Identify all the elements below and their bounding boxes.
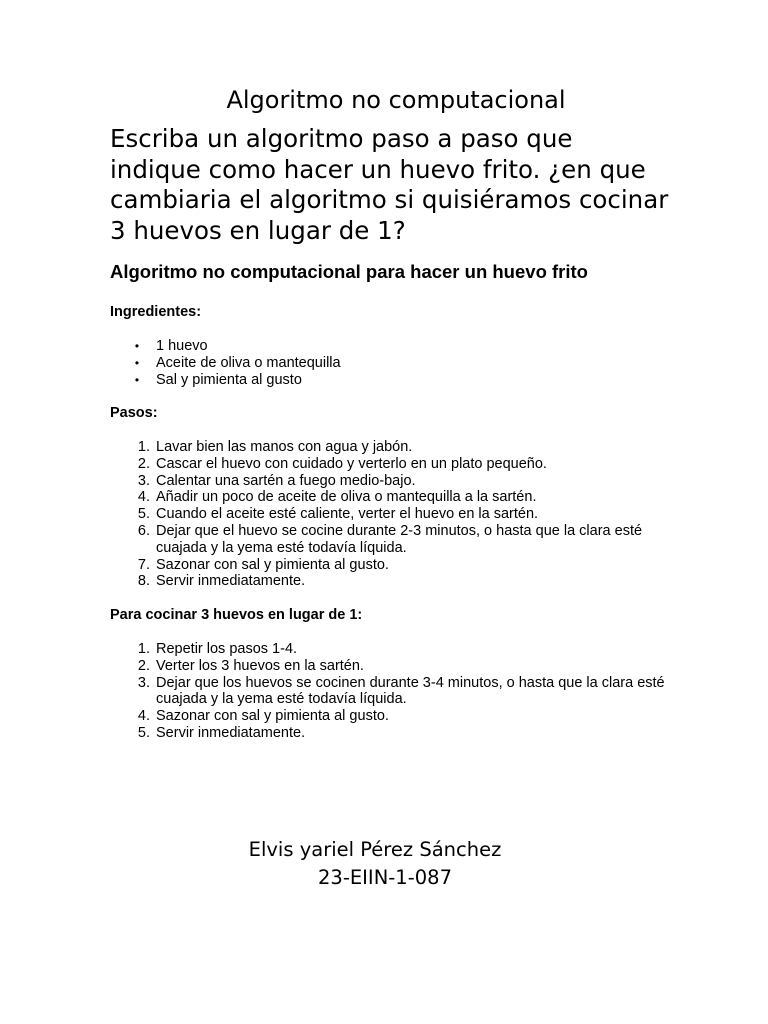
bullet-marker: • [134, 355, 140, 370]
step-text: Dejar que los huevos se cocinen durante 3-4 minutos, o hasta que la clara esté cuajada y la yema esté todavía líquida. [156, 674, 665, 708]
list-item [137, 641, 676, 658]
list-item [137, 439, 676, 456]
step-number: 1. [137, 439, 150, 455]
step-text: Sazonar con sal y pimienta al gusto. [156, 708, 389, 725]
step-text: Verter los 3 huevos en la sartén. [156, 657, 364, 674]
step-text: Calentar una sartén a fuego medio-bajo. [156, 472, 416, 489]
list-item [134, 371, 676, 389]
step-number: 3. [137, 674, 150, 691]
step-number: 5. [137, 724, 150, 741]
list-item [137, 708, 676, 725]
step-number: 1. [137, 641, 150, 657]
step-number: 7. [137, 556, 150, 573]
list-item [137, 556, 676, 574]
step-text: Añadir un poco de aceite de oliva o mantequilla a la sartén. [156, 489, 537, 506]
ingredients-label: Ingredientes: [110, 304, 202, 320]
assignment-prompt: Escriba un algoritmo paso a paso que indique como hacer un huevo frito. ¿en que cambiaria el algoritmo si quisiéramos cocinar 3 huevos en lugar de 1? [110, 124, 669, 245]
author-name: Elvis yariel Pérez Sánchez [248, 838, 502, 861]
three-eggs-label: Para cocinar 3 huevos en lugar de 1: [110, 607, 363, 623]
bullet-marker: • [134, 372, 140, 387]
step-text: Cascar el huevo con cuidado y verterlo en un plato pequeño. [156, 455, 547, 472]
section-heading: Algoritmo no computacional para hacer un huevo frito [110, 261, 588, 282]
ingredients-list [134, 338, 676, 388]
ingredient-text: 1 huevo [156, 338, 208, 354]
list-item [134, 354, 676, 372]
three-eggs-steps-list [137, 641, 676, 742]
bullet-marker: • [134, 339, 140, 353]
list-item [137, 724, 676, 742]
step-number: 4. [137, 489, 150, 506]
step-text: Cuando el aceite esté caliente, verter el huevo en la sartén. [156, 506, 539, 523]
list-item [137, 472, 676, 490]
step-number: 4. [137, 708, 150, 725]
list-item [137, 573, 676, 590]
steps-list [137, 439, 676, 590]
list-item [137, 674, 676, 709]
step-number: 8. [137, 573, 150, 590]
ingredient-text: Aceite de oliva o mantequilla [156, 354, 341, 371]
step-text: Sazonar con sal y pimienta al gusto. [156, 556, 389, 573]
student-id: 23-EIIN-1-087 [318, 866, 452, 889]
step-text: Repetir los pasos 1-4. [156, 641, 298, 657]
step-number: 3. [137, 472, 150, 489]
list-item [134, 338, 676, 355]
steps-label: Pasos: [110, 405, 158, 421]
step-number: 2. [137, 455, 150, 472]
list-item [137, 522, 676, 557]
document-title: Algoritmo no computacional [226, 86, 566, 114]
list-item [137, 455, 676, 473]
list-item [137, 489, 676, 506]
list-item [137, 657, 676, 675]
step-text: Lavar bien las manos con agua y jabón. [156, 439, 413, 455]
list-item [137, 506, 676, 523]
step-text: Dejar que el huevo se cocine durante 2-3 minutos, o hasta que la clara esté cuajada y la yema esté todavía líquida. [156, 522, 643, 556]
step-number: 2. [137, 657, 150, 674]
step-number: 6. [137, 522, 150, 539]
ingredient-text: Sal y pimienta al gusto [156, 371, 302, 388]
step-text: Servir inmediatamente. [156, 573, 306, 590]
step-text: Servir inmediatamente. [156, 724, 306, 741]
step-number: 5. [137, 506, 150, 523]
